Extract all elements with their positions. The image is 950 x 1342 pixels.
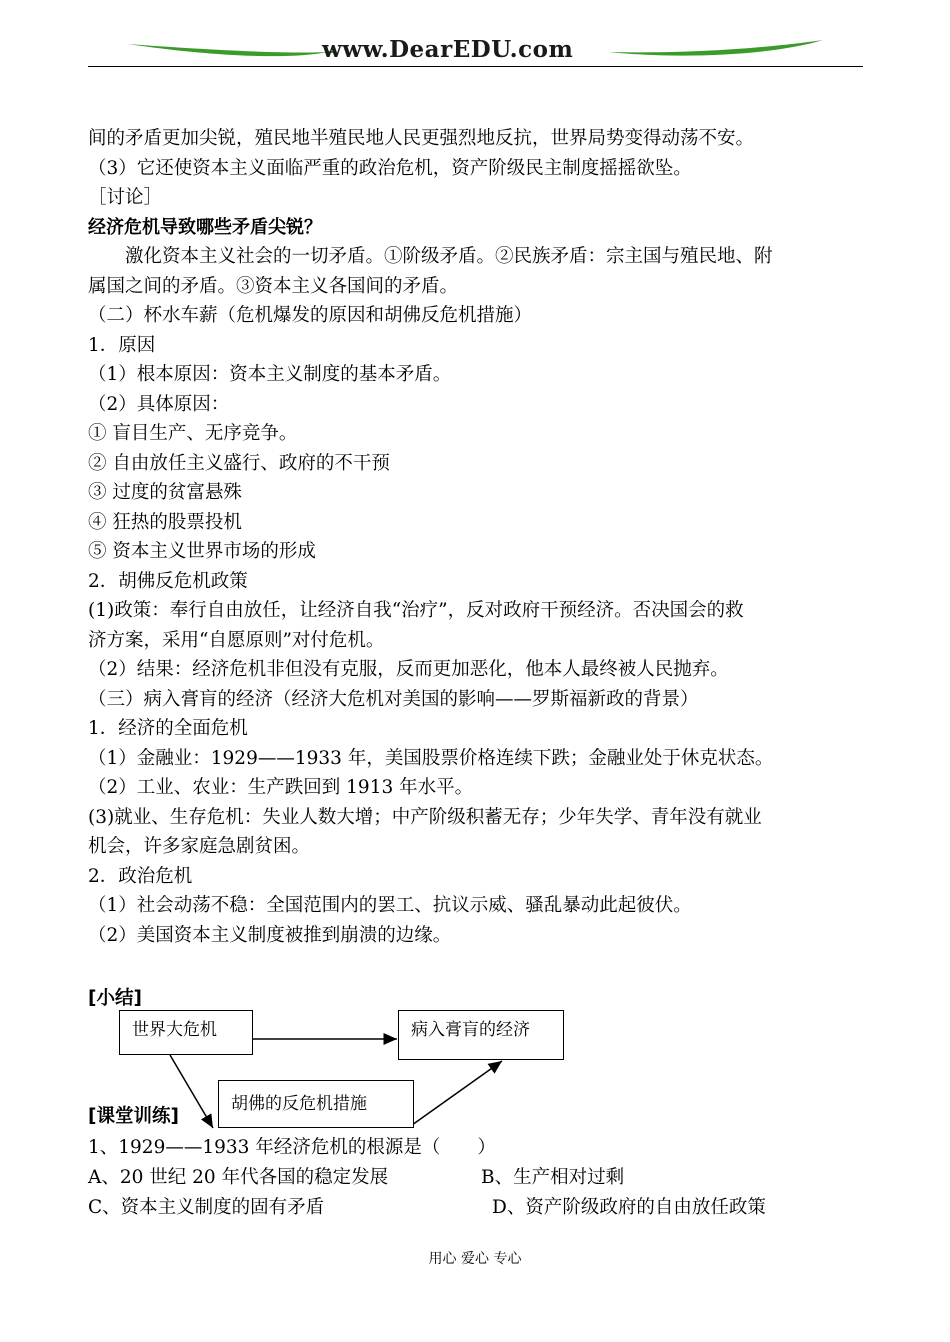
text-line: （2）工业、农业：生产跌回到 1913 年水平。 [88, 777, 474, 798]
text-line: （2）结果：经济危机非但没有克服，反而更加恶化，他本人最终被人民抛弃。 [88, 659, 729, 680]
text-line: ② 自由放任主义盛行、政府的不干预 [88, 452, 390, 474]
text-line: ④ 狂热的股票投机 [88, 511, 242, 533]
text-line: 2．政治危机 [88, 865, 193, 887]
text-line: (1)政策：奉行自由放任，让经济自我“治疗”，反对政府干预经济。否决国会的救 [88, 600, 744, 621]
box-hoover-measures: 胡佛的反危机措施 [218, 1080, 414, 1128]
text-line: 机会，许多家庭急剧贫困。 [88, 836, 311, 857]
text-line: 属国之间的矛盾。③资本主义各国间的矛盾。 [88, 275, 459, 297]
text-line: （1）金融业：1929——1933 年，美国股票价格连续下跌；金融业处于休克状态。 [88, 747, 774, 769]
text-line: 1．原因 [88, 334, 156, 356]
option-c: C、资本主义制度的固有矛盾 [88, 1197, 325, 1218]
text-line: ［讨论］ [88, 187, 163, 208]
text-line: （3）它还使资本主义面临严重的政治危机，资产阶级民主制度摇摇欲坠。 [88, 157, 692, 179]
box-sick-economy: 病入膏肓的经济 [398, 1010, 564, 1060]
option-b: B、生产相对过剩 [481, 1167, 625, 1188]
question-stem: 1、1929——1933 年经济危机的根源是（ ） [88, 1137, 496, 1158]
text-line: 1．经济的全面危机 [88, 718, 248, 739]
text-line: 间的矛盾更加尖锐，殖民地半殖民地人民更强烈地反抗，世界局势变得动荡不安。 [88, 128, 755, 149]
text-line: （1）根本原因：资本主义制度的基本矛盾。 [88, 364, 452, 385]
text-line: (3)就业、生存危机：失业人数大增；中产阶级积蓄无存；少年失学、青年没有就业 [88, 806, 762, 828]
text-line: 经济危机导致哪些矛盾尖锐？ [88, 216, 322, 238]
text-line: （2）美国资本主义制度被推到崩溃的边缘。 [88, 924, 452, 946]
text-line: 济方案，采用“自愿原则”对付危机。 [88, 629, 385, 651]
summary-heading: [小结] [88, 988, 142, 1009]
training-heading: [课堂训练] [88, 1102, 181, 1128]
text-line: （三）病入膏肓的经济（经济大危机对美国的影响——罗斯福新政的背景） [88, 688, 699, 710]
arrow-hoover-to-economy [412, 1061, 502, 1125]
page-footer: 用心 爱心 专心 [428, 1251, 522, 1267]
text-line: （1）社会动荡不稳：全国范围内的罢工、抗议示威、骚乱暴动此起彼伏。 [88, 895, 692, 916]
box-world-crisis: 世界大危机 [119, 1010, 253, 1055]
site-logo-text: www.DearEDU.com [322, 36, 574, 63]
text-line: 2．胡佛反危机政策 [88, 570, 248, 592]
text-line: ① 盲目生产、无序竞争。 [88, 423, 298, 444]
option-d: D、资产阶级政府的自由放任政策 [492, 1197, 766, 1218]
text-line: （2）具体原因： [88, 393, 230, 415]
text-line: ③ 过度的贫富悬殊 [88, 482, 242, 503]
text-line: （二）杯水车薪（危机爆发的原因和胡佛反危机措施） [88, 305, 533, 326]
text-line: 激化资本主义社会的一切矛盾。①阶级矛盾。②民族矛盾：宗主国与殖民地、附 [125, 246, 773, 267]
text-line: ⑤ 资本主义世界市场的形成 [88, 541, 316, 562]
option-a: A、20 世纪 20 年代各国的稳定发展 [88, 1167, 389, 1188]
